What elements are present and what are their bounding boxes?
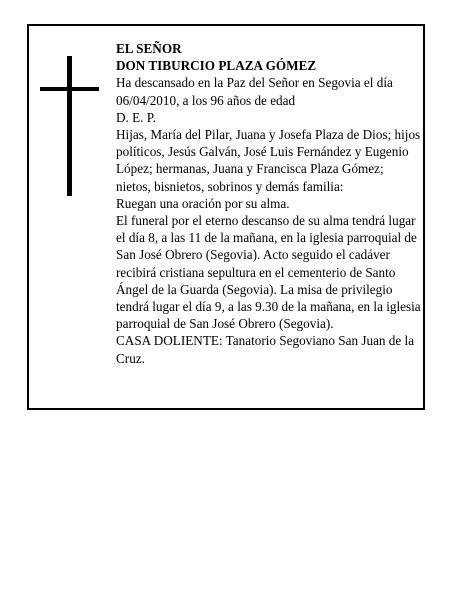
- prayer-request: Ruegan una oración por su alma.: [116, 195, 290, 211]
- mourning-house: CASA DOLIENTE: Tanatorio Segoviano San Juan de la Cruz.: [116, 333, 415, 366]
- title-line-1: EL SEÑOR: [116, 41, 182, 56]
- rip-line: D. E. P.: [116, 109, 156, 125]
- death-announcement: Ha descansado en la Paz del Señor en Segovia el día 06/04/2010, a los 96 años de edad: [116, 75, 393, 108]
- obituary-notice: [27, 24, 425, 410]
- funeral-details: El funeral por el eterno descanso de su alma tendrá lugar el día 8, a las 11 de la mañana, en la iglesia parroquial de San José Obrero (Segovia). Acto seguido el cadáver recibirá cristiana sepultura en el cementerio de Santo Ángel de la Guarda (Segovia). La misa de privilegio tendrá lugar el día 9, a las 9.30 de la mañana, en la iglesia parroquial de San José Obrero (Segovia).: [116, 213, 421, 332]
- obituary-text: [116, 40, 421, 367]
- deceased-name: DON TIBURCIO PLAZA GÓMEZ: [116, 58, 317, 74]
- family-list: Hijas, María del Pilar, Juana y Josefa Plaza de Dios; hijos políticos, Jesús Galván, José Luis Fernández y Eugenio López; hermanas, Juana y Francisca Plaza Gómez; nietos, bisnietos, sobrinos y demás familia:: [116, 127, 421, 194]
- cross-vertical-bar: [67, 56, 72, 196]
- cross-horizontal-bar: [40, 87, 99, 91]
